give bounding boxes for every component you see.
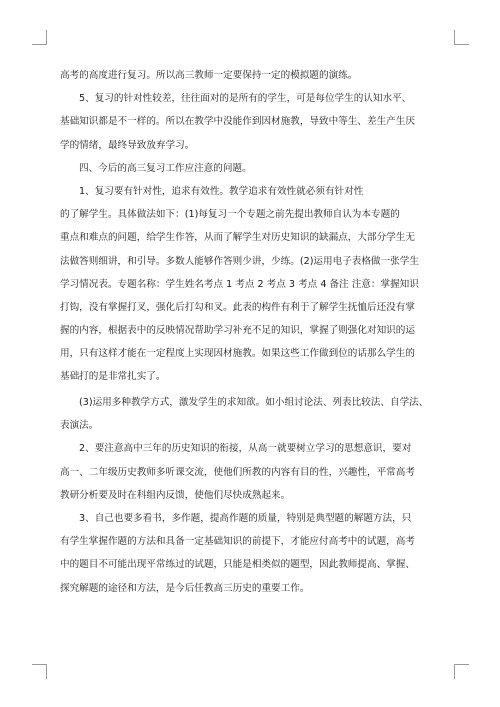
text-line: 学习情况表。专题名称：学生姓名考点 1 考点 2 考点 3 考点 4 备注 注意：掌握知识 — [60, 278, 419, 290]
text-line: 探究解题的途径和方法，是今后任教高三历史的重要工作。 — [60, 582, 310, 594]
crop-mark-bottom-right — [454, 664, 469, 679]
text-line: 的了解学生。具体做法如下：(1)每复习一个专题之前先提出教师自认为本专题的 — [60, 209, 400, 221]
paragraph-line: 3、自己也要多看书，多作题，提高作题的质量，特别是典型题的解题方法，只 — [79, 512, 412, 524]
text-line: 打钩，没有掌握打叉，强化后打勾和叉。此表的构件有利于了解学生抚恤后还没有掌 — [60, 301, 415, 313]
paragraph-line: 1、复习要有针对性，追求有效性。教学追求有效性就必须有针对性 — [79, 185, 364, 197]
text-line: 中的题目不可能出现平常练过的试题，只能是相类似的题型，因此教师提高、掌握、 — [60, 559, 415, 571]
text-line: 用，只有这样才能在一定程度上实现因材施教。如果这些工作做到位的话那么学生的 — [60, 348, 415, 360]
crop-mark-top-right — [454, 30, 469, 45]
text-line: 学的情绪，最终导致放弃学习。 — [60, 139, 195, 151]
text-line: 高考的高度进行复习。所以高三教师一定要保持一定的模拟题的演练。 — [60, 70, 358, 81]
paragraph-line: 2、要注意高中三年的历史知识的衔接，从高一就要树立学习的思想意识，要对 — [79, 443, 412, 455]
crop-mark-bottom-left — [32, 664, 47, 679]
text-line: 基础打的是非常扎实了。 — [60, 371, 166, 383]
text-line: 握的内容，根据表中的反映情况帮助学习补充不足的知识，掌握了则强化对知识的运 — [60, 325, 415, 337]
text-line: 重点和难点的问题，给学生作答，从而了解学生对历史知识的缺漏点，大部分学生无 — [60, 232, 415, 244]
text-line: 教研分析要及时在科组内反馈，使他们尽快成熟起来。 — [60, 489, 291, 501]
text-line: 高一、二年级历史教师多听课交流，使他们所教的内容有目的性，兴趣性，平常高考 — [60, 466, 415, 478]
document-body — [60, 64, 444, 600]
text-line: 基础知识都是不一样的。所以在教学中没能作到因材施教，导致中等生、差生产生厌 — [60, 116, 415, 128]
paragraph-line: 5、复习的针对性较差，往往面对的是所有的学生，可是每位学生的认知水平、 — [79, 93, 412, 105]
text-line: 法做答则细讲，和引导。多数人能够作答则少讲，少练。(2)运用电子表格做一张学生 — [60, 255, 419, 267]
text-line: 有学生掌握作题的方法和具备一定基础知识的前提下，才能应付高考中的试题，高考 — [60, 536, 415, 548]
text-line: 表演法。 — [60, 420, 99, 432]
section-heading: 四、今后的高三复习工作应注意的问题。 — [79, 162, 252, 174]
crop-mark-top-left — [32, 30, 47, 45]
paragraph-line: (3)运用多种教学方式，激发学生的求知欲。如小组讨论法、列表比较法、自学法、 — [79, 397, 429, 409]
